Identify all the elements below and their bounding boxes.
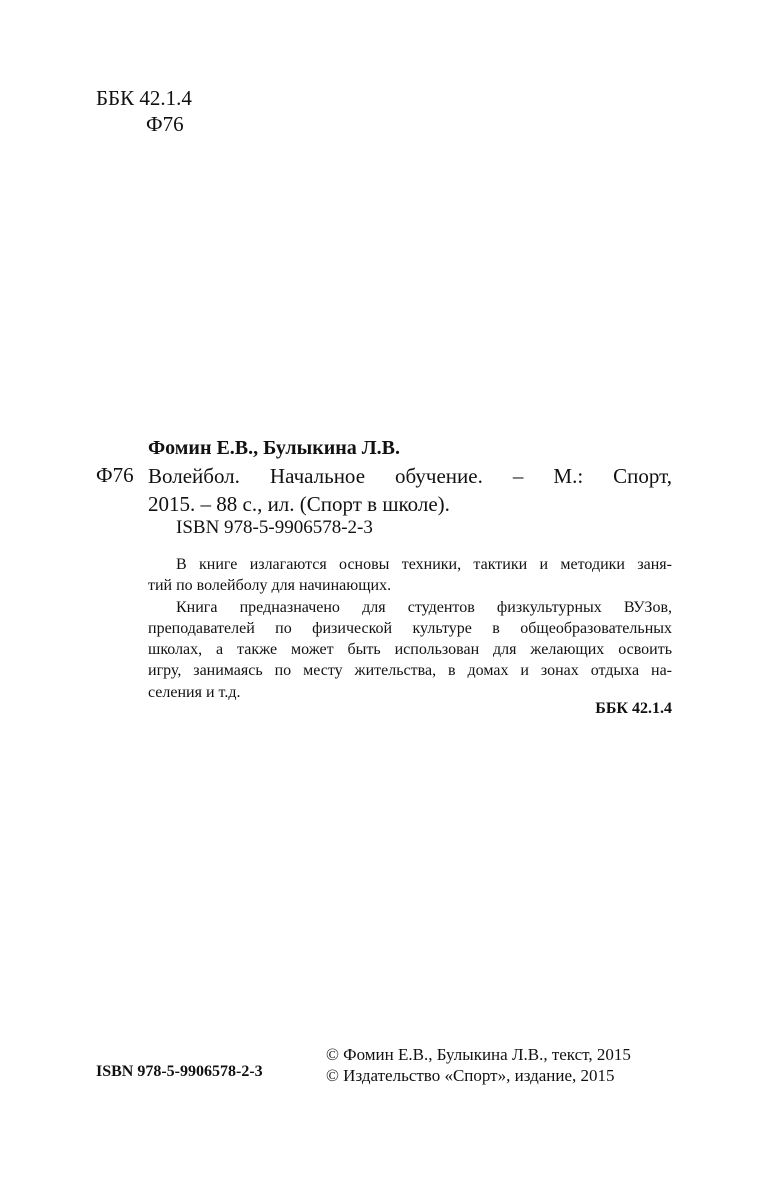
copyright-line: © Фомин Е.В., Булыкина Л.В., текст, 2015 bbox=[326, 1045, 631, 1064]
copyright-line: © Издательство «Спорт», издание, 2015 bbox=[326, 1066, 615, 1085]
annotation-line: В книге излагаются основы техники, тактики и методики заня- bbox=[176, 556, 672, 573]
isbn-record: ISBN 978-5-9906578-2-3 bbox=[176, 517, 373, 538]
annotation-line: селения и т.д. bbox=[148, 683, 241, 701]
author-code-side: Ф76 bbox=[96, 463, 134, 487]
annotation-line: преподавателей по физической культуре в общеобразовательных bbox=[148, 619, 672, 637]
authors: Фомин Е.В., Булыкина Л.В. bbox=[148, 437, 401, 459]
isbn-footer: ISBN 978-5-9906578-2-3 bbox=[96, 1063, 263, 1080]
title-line: 2015. – 88 с., ил. (Спорт в школе). bbox=[148, 492, 450, 516]
bbk-code-top: ББК 42.1.4 bbox=[96, 86, 192, 110]
title-block bbox=[148, 462, 672, 518]
annotation-line: игру, занимаясь по месту жительства, в домах и зонах отдыха на- bbox=[148, 662, 672, 680]
bbk-code-bottom: ББК 42.1.4 bbox=[595, 700, 672, 717]
title-line: Волейбол. Начальное обучение. – М.: Спорт, bbox=[148, 464, 672, 488]
annotation-line: Книга предназначено для студентов физкультурных ВУЗов, bbox=[176, 598, 672, 616]
annotation bbox=[148, 554, 672, 703]
annotation-line: школах, а также может быть использован для желающих освоить bbox=[148, 641, 672, 659]
author-code-top: Ф76 bbox=[146, 112, 184, 136]
annotation-line: тий по волейболу для начинающих. bbox=[148, 577, 392, 595]
